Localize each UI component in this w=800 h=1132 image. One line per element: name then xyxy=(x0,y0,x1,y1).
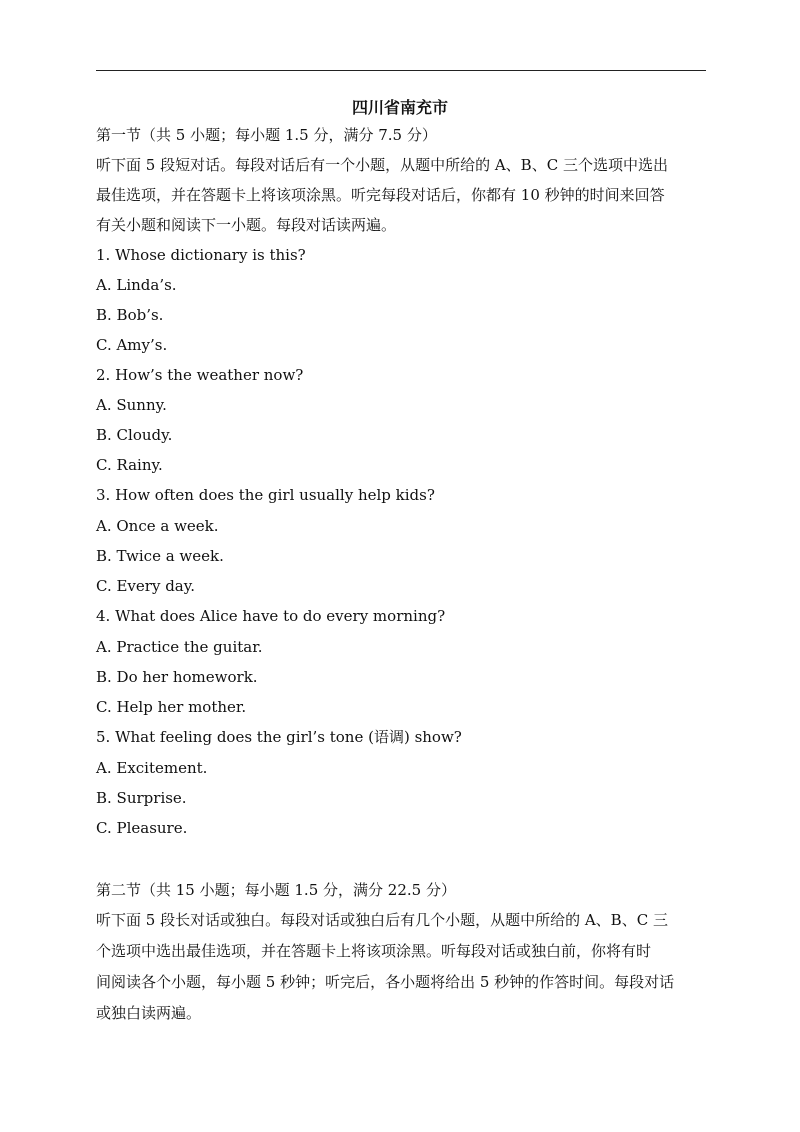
section2-instruction-line: 听下面 5 段长对话或独白。每段对话或独白后有几个小题，从题中所给的 A、B、C 三 xyxy=(96,911,668,929)
question-stem: 4. What does Alice have to do every morning? xyxy=(96,607,446,625)
section1-instruction-line: 听下面 5 段短对话。每段对话后有一个小题，从题中所给的 A、B、C 三个选项中选出 xyxy=(96,156,668,174)
question-option: B. Cloudy. xyxy=(96,426,173,444)
header-rule xyxy=(96,70,706,71)
question-option: A. Once a week. xyxy=(96,517,219,535)
section2-instruction-line: 或独白读两遍。 xyxy=(96,1004,202,1022)
section2-instruction-line: 间阅读各个小题，每小题 5 秒钟；听完后，各小题将给出 5 秒钟的作答时间。每段对话 xyxy=(96,973,675,991)
question-option: A. Practice the guitar. xyxy=(96,638,263,656)
question-option: B. Surprise. xyxy=(96,789,187,807)
section1-instruction-line: 有关小题和阅读下一小题。每段对话读两遍。 xyxy=(96,216,397,234)
question-option: C. Help her mother. xyxy=(96,698,247,716)
section2-header: 第二节（共 15 小题；每小题 1.5 分，满分 22.5 分） xyxy=(96,881,456,899)
question-option: B. Bob’s. xyxy=(96,306,164,324)
question-option: C. Rainy. xyxy=(96,456,163,474)
question-stem: 5. What feeling does the girl’s tone (语调) show? xyxy=(96,728,462,746)
question-option: A. Linda’s. xyxy=(96,276,177,294)
question-stem: 2. How’s the weather now? xyxy=(96,366,304,384)
document-title: 四川省南充市 xyxy=(351,98,448,117)
question-stem: 1. Whose dictionary is this? xyxy=(96,246,306,264)
question-option: B. Do her homework. xyxy=(96,668,258,686)
question-option: A. Excitement. xyxy=(96,759,208,777)
section1-instruction-line: 最佳选项，并在答题卡上将该项涂黑。听完每段对话后，你都有 10 秒钟的时间来回答 xyxy=(96,186,665,204)
section1-header: 第一节（共 5 小题；每小题 1.5 分，满分 7.5 分） xyxy=(96,126,437,144)
question-option: A. Sunny. xyxy=(96,396,167,414)
question-option: C. Amy’s. xyxy=(96,336,168,354)
question-stem: 3. How often does the girl usually help kids? xyxy=(96,486,435,504)
section2-instruction-line: 个选项中选出最佳选项，并在答题卡上将该项涂黑。听每段对话或独白前，你将有时 xyxy=(96,942,652,960)
question-option: B. Twice a week. xyxy=(96,547,224,565)
question-option: C. Pleasure. xyxy=(96,819,188,837)
question-option: C. Every day. xyxy=(96,577,195,595)
